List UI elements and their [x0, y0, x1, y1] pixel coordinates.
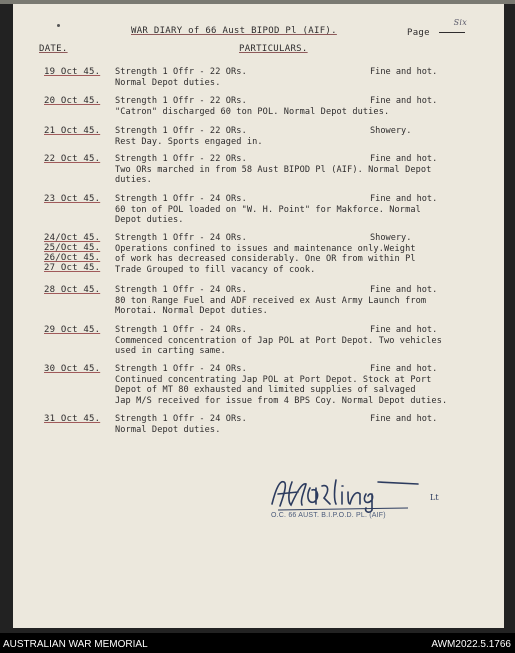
entry-weather: Fine and hot. [370, 154, 438, 164]
entry-date-line: 28 Oct 45. [44, 285, 101, 295]
signature [258, 474, 448, 514]
entry-date-line: 25/Oct 45. [44, 243, 101, 253]
signature-caption: O.C. 66 AUST. B.I.P.O.D. PL. (AIF) [271, 512, 386, 519]
entry-line: Strength 1 Offr - 24 ORs. [115, 233, 247, 243]
entry-particulars [115, 194, 505, 226]
entry-date-line: 23 Oct 45. [44, 194, 101, 204]
archive-name: AUSTRALIAN WAR MEMORIAL [3, 639, 148, 650]
entry-particulars [115, 285, 505, 317]
entry-line: 80 ton Range Fuel and ADF received ex Aust Army Launch from [115, 295, 427, 306]
entry-line: Operations confined to issues and maintenance only.Weight [115, 243, 416, 254]
entry-weather: Fine and hot. [370, 364, 438, 374]
entry-particulars [115, 96, 505, 117]
entry-date-line: 29 Oct 45. [44, 325, 101, 335]
entry-line: Two ORs marched in from 58 Aust BIPOD Pl (AIF). Normal Depot [115, 164, 432, 175]
entry-line: Strength 1 Offr - 22 ORs. [115, 67, 247, 77]
entry-date-line: 20 Oct 45. [44, 96, 101, 106]
entry-particulars [115, 233, 505, 275]
archive-reference: AWM2022.5.1766 [431, 639, 511, 650]
entry-line: of work has decreased considerably. One OR from within Pl [115, 254, 416, 264]
entry-line: Strength 1 Offr - 22 ORs. [115, 96, 247, 106]
entry-particulars [115, 414, 505, 435]
entry-weather: Showery. [370, 126, 412, 136]
col-dates-heading: DATE. [39, 44, 68, 54]
entry-date [44, 285, 100, 295]
entry-date-line: 21 Oct 45. [44, 126, 101, 136]
entry-date-line: 31 Oct 45. [44, 414, 101, 424]
diary-title: WAR DIARY of 66 Aust BIPOD Pl (AIF). [131, 26, 337, 36]
entry-line: used in carting same. [115, 346, 226, 356]
diary-page [13, 4, 504, 628]
entry-date [44, 194, 100, 204]
struck-page-number [439, 32, 465, 33]
entry-weather: Fine and hot. [370, 325, 438, 335]
entry-particulars [115, 325, 505, 357]
entry-date-line: 26/Oct 45. [44, 253, 101, 263]
entry-line: "Catron" discharged 60 ton POL. Normal Depot duties. [115, 106, 390, 117]
entry-date-line: 19 Oct 45. [44, 67, 101, 77]
entry-weather: Fine and hot. [370, 414, 438, 424]
entry-line: Rest Day. Sports engaged in. [115, 136, 263, 147]
entry-line: Strength 1 Offr - 24 ORs. [115, 325, 247, 335]
entry-line: Strength 1 Offr - 24 ORs. [115, 414, 247, 424]
entry-particulars [115, 67, 505, 88]
entry-particulars [115, 154, 505, 186]
entry-line: Commenced concentration of Jap POL at Port Depot. Two vehicles [115, 335, 442, 346]
entry-weather: Fine and hot. [370, 96, 438, 106]
entry-date [44, 233, 100, 273]
entry-date [44, 67, 100, 77]
col-particulars-heading: PARTICULARS. [239, 44, 308, 54]
entry-weather: Showery. [370, 233, 412, 243]
page-label [407, 18, 468, 38]
entry-line: Normal Depot duties. [115, 77, 221, 88]
punch-mark [57, 24, 60, 27]
page-number [436, 18, 468, 38]
entry-line: Strength 1 Offr - 22 ORs. [115, 126, 247, 136]
entry-line: Strength 1 Offr - 24 ORs. [115, 194, 247, 204]
entry-line: Continued concentrating Jap POL at Port Depot. Stock at Port [115, 374, 432, 385]
entry-line: Strength 1 Offr - 22 ORs. [115, 154, 247, 164]
page-label-text: Page [407, 28, 430, 38]
entry-line: Trade Grouped to fill vacancy of cook. [115, 264, 316, 275]
entry-date [44, 154, 100, 164]
entry-line: Jap M/S received for issue from 4 BPS Coy. Normal Depot duties. [115, 395, 448, 406]
signature-suffix: Lt [430, 493, 439, 502]
entry-particulars [115, 364, 505, 406]
entry-date [44, 414, 100, 424]
entry-date [44, 126, 100, 136]
entry-date-line: 30 Oct 45. [44, 364, 101, 374]
entry-date [44, 364, 100, 374]
entry-line: Strength 1 Offr - 24 ORs. [115, 364, 247, 374]
archive-footer [0, 633, 515, 653]
entry-date-line: 22 Oct 45. [44, 154, 101, 164]
entry-line: Normal Depot duties. [115, 424, 221, 435]
entry-date-line: 27 Oct 45. [44, 263, 101, 273]
entry-line: Depot of MT 80 exhausted and limited supplies of salvaged [115, 385, 416, 395]
entry-weather: Fine and hot. [370, 285, 438, 295]
entry-line: 60 ton of POL loaded on "W. H. Point" for Makforce. Normal [115, 204, 421, 215]
entry-date [44, 325, 100, 335]
entry-line: Strength 1 Offr - 24 ORs. [115, 285, 247, 295]
entry-date [44, 96, 100, 106]
entry-line: Depot duties. [115, 215, 184, 225]
entry-particulars [115, 126, 505, 147]
entry-date-line: 24/Oct 45. [44, 233, 101, 243]
entry-weather: Fine and hot. [370, 67, 438, 77]
entry-weather: Fine and hot. [370, 194, 438, 204]
page-number-handwritten: Six [453, 18, 468, 27]
entry-line: duties. [115, 175, 152, 185]
entry-line: Morotai. Normal Depot duties. [115, 306, 268, 316]
